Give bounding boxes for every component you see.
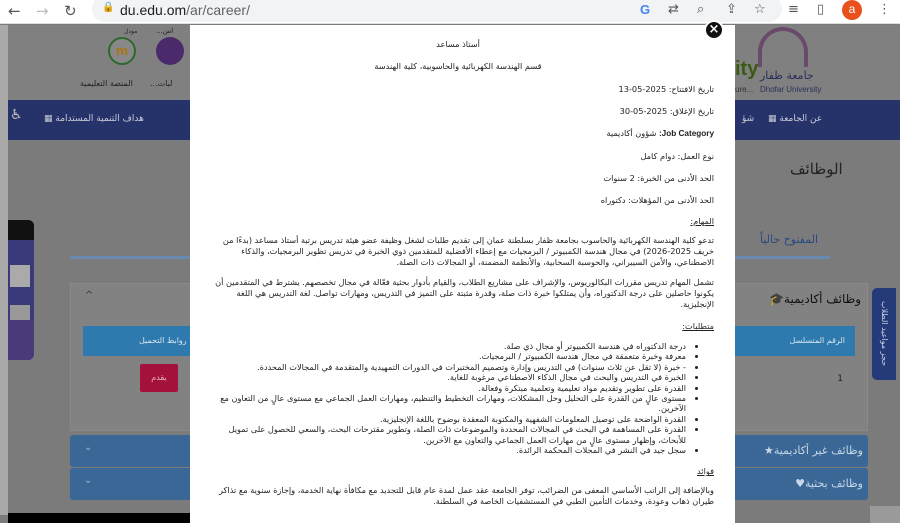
list-item: • القدرة الواضحة على توصيل المعلومات الشفهية والمكتوبة المعقدة بوضوح باللغة الإنجليزية. bbox=[202, 414, 686, 424]
services-icon[interactable] bbox=[156, 37, 184, 65]
survey-icon[interactable] bbox=[8, 320, 34, 360]
job-department: قسم الهندسة الكهربائية والحاسوبية، كلية الهندسة bbox=[374, 61, 542, 71]
column-download-links: روابط التحميل bbox=[139, 336, 187, 345]
list-item: • درجة الدكتوراه في هندسة الكمبيوتر أو مجال ذي صلة. bbox=[202, 341, 686, 351]
duties-paragraph: تدعو كلية الهندسة الكهربائية والحاسوب بجامعة ظفار بسلطنة عمان إلى تقديم طلبات لشغل وظيفة عضو هيئة تدريس برتبة أستاذ مساعد (بدءًا من خريف 2025-2026) في مجال هندسة الكمبيوتر / البرمجيات مع إعطاء الأفضلية للمتقدمين ذوي الخبرة في تدريس تطوير البرمجيات، والذكاء الاصطناعي، والأمن السيبراني، والحوسبة السحابية، والأنظمة المضمنة، أو المجالات ذات الصلة. bbox=[222, 235, 714, 267]
nav-affairs[interactable]: شؤ bbox=[742, 114, 755, 124]
requirements-list bbox=[202, 341, 714, 455]
profile-avatar[interactable]: a bbox=[842, 0, 862, 20]
apply-button[interactable]: يقدم bbox=[140, 364, 178, 392]
requirements-heading: متطلبات: bbox=[682, 321, 714, 331]
nav-sdg-label: هداف التنمية المستدامة bbox=[55, 114, 144, 124]
floating-links-widget[interactable] bbox=[8, 220, 34, 360]
list-item: • معرفة وخبرة متعمقة في مجال هندسة الكمبيوتر / البرمجيات. bbox=[202, 351, 686, 361]
google-icon[interactable]: G bbox=[640, 2, 651, 17]
url-host: du.edu.om bbox=[120, 2, 187, 18]
chevron-down-icon: ⌄ bbox=[84, 442, 93, 453]
benefits-paragraph: وبالإضافة إلى الراتب الأساسي المعفى من الضرائب، توفر الجامعة عقد عمل لمدة عام قابل للتجديد مع مكافأة نهاية الخدمة، وإجازة سنوية مع تذاكر طيران ذهاب وعودة، وخدمات التأمين الطبي في المستشفيات الخاصة في السلطنة. bbox=[219, 485, 714, 507]
category-value: شؤون أكاديمية bbox=[606, 128, 657, 138]
academic-jobs-label: وظائف أكاديمية bbox=[784, 292, 861, 306]
list-item: • القدرة على تطوير وتقديم مواد تعليمية وتعلمية مبتكرة وفعالة. bbox=[202, 383, 686, 393]
translate-icon[interactable]: ⇄ bbox=[668, 2, 679, 17]
chevron-down-icon: ⌄ bbox=[84, 475, 93, 486]
chevron-up-icon[interactable]: ^ bbox=[85, 290, 94, 301]
opening-label: تاريخ الافتتاح: bbox=[668, 84, 714, 94]
back-icon[interactable]: ← bbox=[8, 2, 21, 20]
research-jobs-bar[interactable]: ⌄ ♥وظائف بحثية bbox=[70, 468, 868, 500]
media-icon[interactable]: ≡ bbox=[788, 2, 799, 17]
nav-about[interactable]: ▦ عن الجامعة bbox=[768, 114, 823, 124]
job-title: أستاذ مساعد bbox=[436, 39, 480, 49]
forward-icon[interactable]: → bbox=[36, 2, 49, 20]
column-serial: الرقم المتسلسل bbox=[789, 336, 845, 345]
non-academic-jobs-label: وظائف غير أكاديمية bbox=[773, 444, 863, 457]
scrollbar[interactable] bbox=[0, 25, 8, 515]
recaptcha-badge[interactable] bbox=[870, 506, 900, 523]
accessibility-icon[interactable]: ♿ bbox=[10, 107, 23, 123]
moodle-icon[interactable]: m bbox=[108, 37, 136, 65]
reload-icon[interactable]: ↻ bbox=[64, 2, 77, 20]
moodle-label: مودل bbox=[124, 28, 138, 35]
opening-date bbox=[202, 84, 714, 94]
duties-paragraph: تشمل المهام تدريس مقررات البكالوريوس، والإشراف على مشاريع الطلاب، والقيام بأدوار بحثية فعّالة في مجال تخصصهم. يشترط في المتقدمين أن يكونوا حاصلين على درجة الدكتوراه، وأن يمتلكوا خبرة ذات صلة، وقدرة مثبتة على التميز في التدريس، ومهارات تواصل. لغة التدريس هي اللغة الإنجليزية. bbox=[215, 277, 714, 309]
share-icon[interactable]: ⇪ bbox=[726, 2, 737, 17]
category-label: Job Category: bbox=[658, 129, 714, 138]
row-serial-value: 1 bbox=[837, 374, 843, 384]
moodle-caption[interactable]: المنصة التعليمية bbox=[80, 79, 133, 88]
menu-icon[interactable]: ⋮ bbox=[878, 2, 891, 17]
closing-date bbox=[202, 106, 714, 116]
list-item: • القدرة على المساهمة في البحث في المجالات المحددة والموضوعات ذات الصلة، وتطوير مقترحات البحث، والسعي للحصول على تمويل للأبحاث، وإظهار مستوى عالٍ من مهارات العمل الجماعي والتعاون مع الآخرين. bbox=[202, 424, 686, 445]
logo-english[interactable]: Dhofar University bbox=[760, 85, 822, 94]
services-label: ...اس bbox=[156, 27, 174, 35]
partner-logo[interactable] bbox=[10, 265, 30, 287]
research-jobs-label: وظائف بحثية bbox=[804, 477, 863, 490]
university-logo-icon[interactable] bbox=[758, 27, 808, 67]
partial-logo-text: ity bbox=[735, 58, 759, 80]
list-item: • مستوى عالٍ من القدرة على التحليل وحل المشكلات، ومهارات التخطيط والتنظيم، ومهارات العمل الجماعي مع مستوى عالٍ من التعاون مع الآخرين. bbox=[202, 393, 686, 414]
job-category bbox=[202, 128, 714, 139]
opening-value: 2025-05-13 bbox=[618, 84, 667, 94]
closing-label: تاريخ الإغلاق: bbox=[669, 106, 714, 116]
open-now-heading: المفتوح حالياً bbox=[760, 233, 819, 246]
logo-arabic[interactable]: جامعة ظفار bbox=[760, 69, 814, 82]
side-panel-icon[interactable]: ▯ bbox=[817, 2, 825, 17]
services-caption[interactable]: ...لبات bbox=[150, 79, 173, 88]
list-item: • - خبرة (لا تقل عن ثلاث سنوات) في التدريس وإدارة وتصميم المختبرات في الدورات التمهيدية والمتقدمة في المجالات المحددة. bbox=[202, 362, 686, 372]
browser-toolbar bbox=[0, 0, 900, 24]
zoom-icon[interactable]: ⌕ bbox=[697, 2, 705, 17]
non-academic-jobs-bar[interactable]: ⌄ ★وظائف غير أكاديمية bbox=[70, 435, 868, 467]
logo-tagline: ure... bbox=[735, 85, 754, 94]
close-modal-button[interactable]: × bbox=[704, 20, 724, 40]
duties-heading: المهام: bbox=[690, 216, 714, 226]
nav-about-label: عن الجامعة bbox=[779, 114, 823, 124]
min-qualification: الحد الأدنى من المؤهلات: دكتوراه bbox=[600, 195, 714, 205]
benefits-heading: فوائد bbox=[697, 466, 714, 477]
url-path: /ar/career/ bbox=[186, 2, 250, 18]
closing-value: 2025-05-30 bbox=[619, 106, 668, 116]
list-item: • الخبرة في التدريس والبحث في مجال الذكاء الاصطناعي مرغوبة للغاية. bbox=[202, 372, 686, 382]
url-text[interactable] bbox=[120, 2, 250, 18]
min-experience: الحد الأدنى من الخبرة: 2 سنوات bbox=[603, 173, 714, 183]
job-details-modal bbox=[190, 25, 735, 523]
page-title: الوظائف bbox=[790, 160, 843, 178]
bookmark-star-icon[interactable]: ☆ bbox=[754, 2, 766, 17]
bottom-bar bbox=[8, 513, 190, 523]
academic-jobs-header[interactable]: 🎓وظائف أكاديمية bbox=[769, 292, 861, 306]
close-widget-icon[interactable] bbox=[8, 220, 34, 240]
nav-sdg[interactable]: ▦ هداف التنمية المستدامة bbox=[44, 114, 144, 124]
student-appointments-tab[interactable]: حجز مواعيد الطلاب bbox=[872, 288, 896, 380]
job-type: نوع العمل: دوام كامل bbox=[640, 151, 714, 161]
list-item: • سجل جيد في النشر في المجلات المحكمة الرائدة. bbox=[202, 445, 686, 455]
lock-icon[interactable]: 🔒 bbox=[102, 2, 115, 13]
